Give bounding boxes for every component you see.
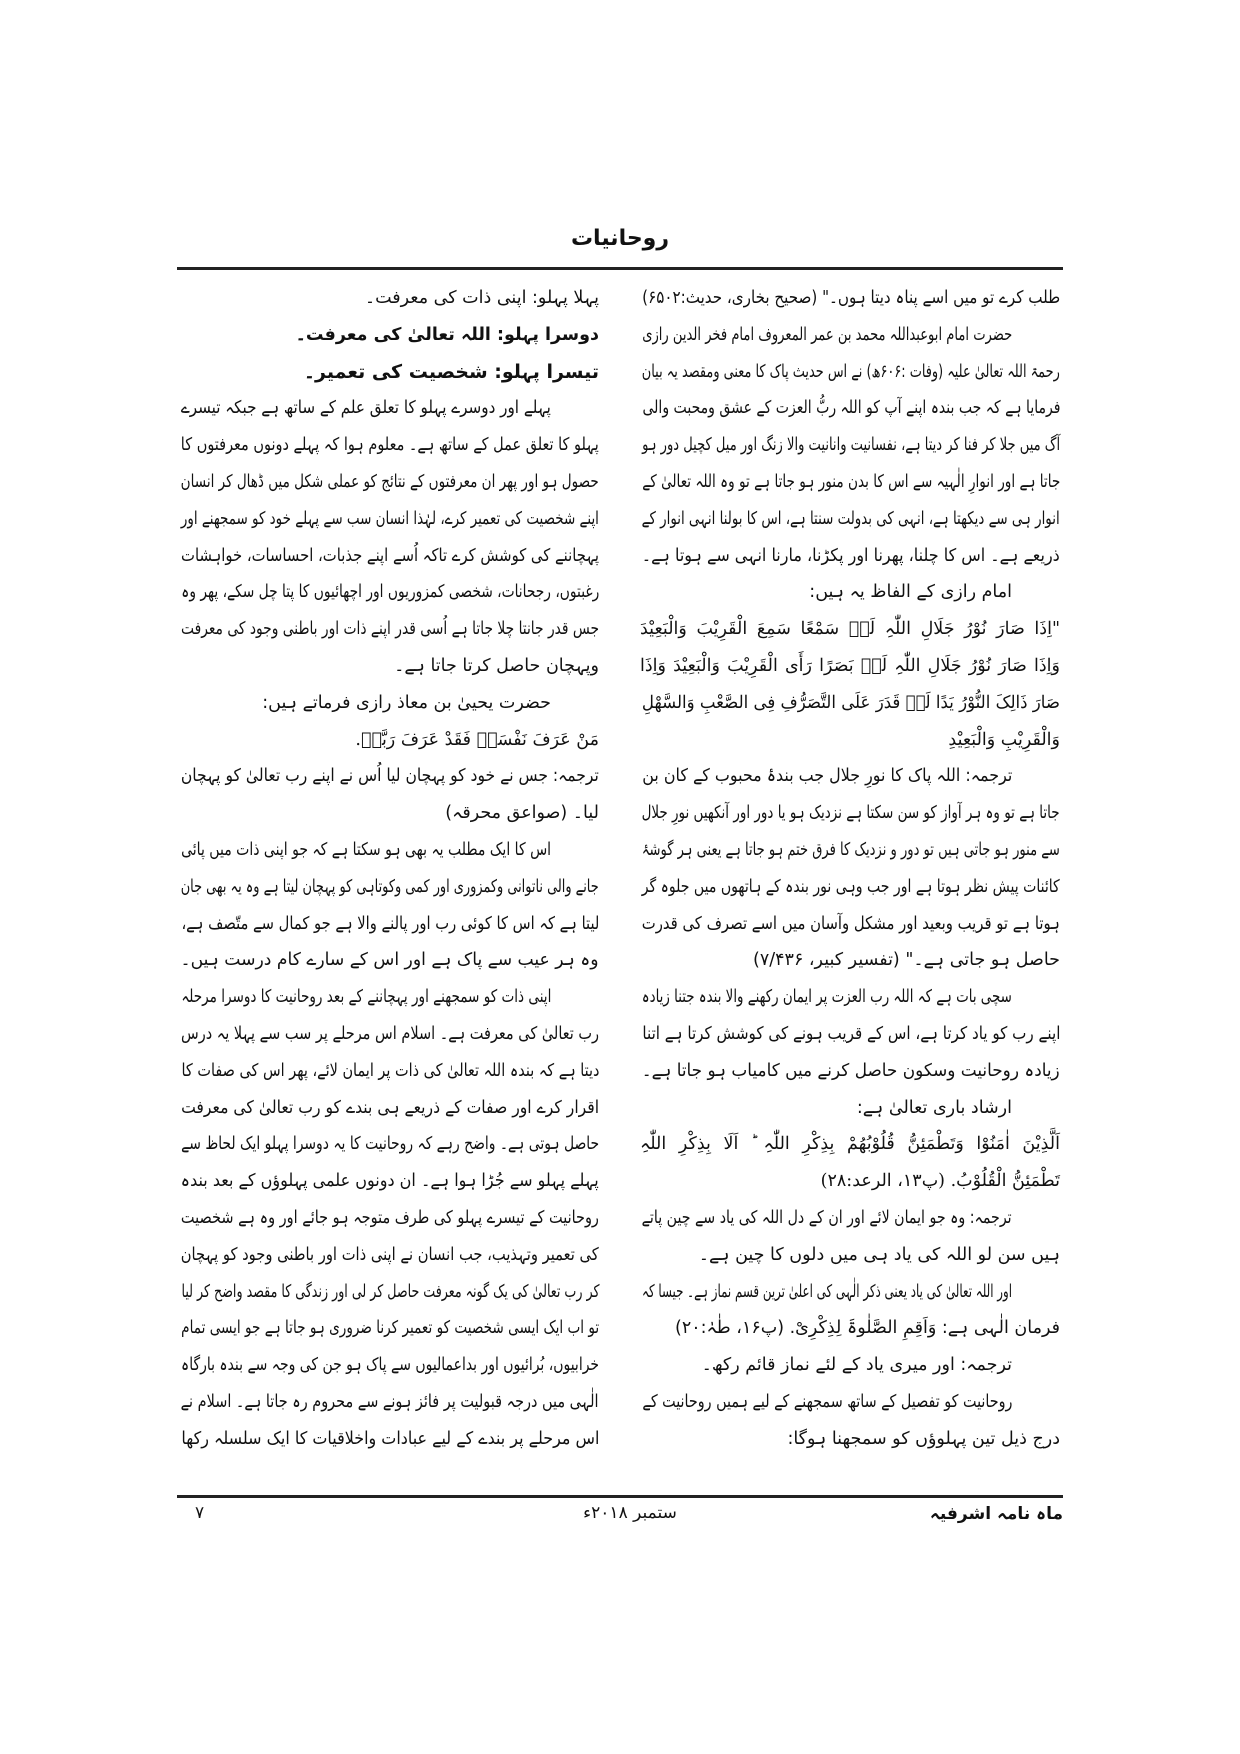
text-line: [179, 1237, 599, 1274]
text-line: [640, 574, 1060, 611]
text-line: [640, 1237, 1060, 1274]
text-line: [179, 354, 599, 391]
text-line: [179, 648, 599, 685]
text-line-content: ترجمہ: اور میری یاد کے لئے نماز قائم رکھ۔: [701, 1355, 1012, 1376]
text-line-content: کر رب تعالیٰ کی یک گونہ معرفت حاصل کر لی اور زندگی کا مقصد واضح کر لیا: [180, 1281, 599, 1302]
text-line: [640, 464, 1060, 501]
text-line-content: اور اللہ تعالیٰ کی یاد یعنی ذکر الٰہی کی اعلیٰ ترین قسم نماز ہے۔ جیسا کہ: [641, 1281, 1012, 1302]
text-line: [640, 1090, 1060, 1127]
text-line: [640, 648, 1060, 685]
left-column: [179, 280, 599, 1458]
text-line-content: "اِذَا صَارَ نُوْرُ جَلَالِ اللّٰہِ لَہٗ سَمْعًا سَمِعَ الْقَرِیْبَ وَالْبَعِیْدَ: [640, 619, 1060, 640]
text-line: [179, 427, 599, 464]
text-line: [179, 501, 599, 538]
text-line-content: تیسرا پہلو: شخصیت کی تعمیر۔: [303, 360, 599, 383]
text-line-content: امام رازی کے الفاظ یہ ہیں:: [809, 582, 1012, 603]
text-line: [179, 1053, 599, 1090]
text-line: [179, 611, 599, 648]
text-line: [640, 501, 1060, 538]
text-line: [179, 1310, 599, 1347]
text-line: [640, 906, 1060, 943]
magazine-name: ماہ نامہ اشرفیہ: [929, 1504, 1063, 1524]
text-line-content: وپہچان حاصل کرتا جاتا ہے۔: [394, 655, 599, 676]
section-title: روحانیات: [570, 226, 670, 251]
text-line-content: اَلَّذِیْنَ اٰمَنُوْا وَتَطْمَئِنُّ قُلُوْبُھُمْ بِذِکْرِ اللّٰہِ ؕ اَلَا بِذِکْرِ اللّٰہِ: [640, 1134, 1060, 1155]
text-line-content: پہچاننے کی کوشش کرے تاکہ اُسے اپنے جذبات، احساسات، خواہشات: [180, 545, 599, 566]
text-line-content: ہوتا ہے تو قریب وبعید اور مشکل وآسان میں اسے تصرف کی قدرت: [642, 913, 1060, 934]
text-line: [640, 390, 1060, 427]
text-line: [179, 685, 599, 722]
text-line: [179, 722, 599, 759]
text-line-content: ترجمہ: جس نے خود کو پہچان لیا اُس نے اپنے رب تعالیٰ کو پہچان: [180, 766, 599, 787]
text-line: [640, 795, 1060, 832]
text-line-content: ترجمہ: اللہ پاک کا نورِ جلال جب بندۂ محبوب کے کان بن: [641, 766, 1012, 787]
text-line: [640, 942, 1060, 979]
text-line-content: حصول ہو اور پھر ان معرفتوں کے نتائج کو عملی شکل میں ڈھال کر انسان: [180, 471, 599, 492]
text-line-content: حضرت امام ابوعبداللہ محمد بن عمر المعروف امام فخر الدین رازی: [641, 324, 1012, 345]
text-line-content: رحمۃ اللہ تعالیٰ علیہ (وفات :۶۰۶ھ) نے اس حدیث پاک کا معنی ومقصد یہ بیان: [641, 361, 1060, 382]
text-line-content: جانے والی ناتوانی وکمزوری اور کمی وکوتاہی کو پہچان لیتا ہے وہ یہ بھی جان: [181, 876, 599, 897]
text-line: [179, 538, 599, 575]
text-line: [179, 1163, 599, 1200]
text-line-content: تو اب ایک ایسی شخصیت کو تعمیر کرنا ضروری ہو جاتا ہے جو ایسی تمام: [180, 1318, 599, 1339]
text-line: [179, 574, 599, 611]
text-line-content: جاتا ہے تو وہ ہر آواز کو سن سکتا ہے نزدیک ہو یا دور اور آنکھیں نورِ جلال: [641, 803, 1060, 824]
text-line-content: وَالْقَرِیْبِ وَالْبَعِیْدِ: [948, 729, 1060, 750]
text-line: [179, 1347, 599, 1384]
text-line-content: پہلے پہلو سے جُڑا ہوا ہے۔ ان دونوں علمی پہلوؤں کے بعد بندہ: [181, 1171, 599, 1192]
text-line: [640, 1310, 1060, 1347]
text-line-content: تَطْمَئِنُّ الْقُلُوْبُ. (پ۱۳، الرعد:۲۸): [820, 1171, 1060, 1192]
text-line: [640, 354, 1060, 391]
text-line-content: اپنے رب کو یاد کرتا ہے، اس کے قریب ہونے کی کوشش کرتا ہے اتنا: [641, 1023, 1060, 1044]
text-line-content: فرمایا ہے کہ جب بندہ اپنے آپ کو اللہ ربُّ العزت کے عشق ومحبت والی: [641, 398, 1060, 419]
text-line: [640, 832, 1060, 869]
text-line: [179, 1384, 599, 1421]
text-line-content: صَارَ ذَالِکَ النُّوْرُ یَدًا لَہٗ قَدَرَ عَلَی التَّصَرُّفِ فِی الصَّعْبِ وَالسَّھْلِ: [641, 692, 1060, 713]
page-number: ۷: [195, 1503, 205, 1523]
text-line: [640, 1384, 1060, 1421]
text-line: [640, 317, 1060, 354]
text-line-content: فرمان الٰہی ہے: وَاَقِمِ الصَّلٰوۃَ لِذِکْرِیْ. (پ۱۶، طٰہٰ:۲۰): [675, 1318, 1060, 1339]
text-line-content: روحانیت کو تفصیل کے ساتھ سمجھنے کے لیے ہمیں روحانیت کے: [642, 1391, 1012, 1412]
text-line: [179, 979, 599, 1016]
text-line-content: ہیں سن لو اللہ کی یاد ہی میں دلوں کا چین ہے۔: [698, 1244, 1060, 1265]
text-line: [179, 280, 599, 317]
text-line-content: حاصل ہوتی ہے۔ واضح رہے کہ روحانیت کا یہ دوسرا پہلو ایک لحاظ سے: [180, 1134, 599, 1155]
text-line: [640, 611, 1060, 648]
right-column: [640, 280, 1060, 1458]
text-line-content: جاتا ہے اور انوارِ الٰہیہ سے اس کا بدن منور ہو جاتا ہے تو وہ اللہ تعالیٰ کے: [641, 471, 1060, 492]
text-line: [640, 979, 1060, 1016]
text-line-content: طلب کرے تو میں اسے پناہ دیتا ہوں۔" (صحیح بخاری، حدیث:۶۵۰۲): [642, 288, 1060, 308]
text-line: [179, 906, 599, 943]
text-line-content: درج ذیل تین پہلوؤں کو سمجھنا ہوگا:: [787, 1428, 1060, 1449]
text-line-content: خرابیوں، بُرائیوں اور بداعمالیوں سے پاک ہو جن کی وجہ سے بندہ بارگاہ: [180, 1355, 599, 1376]
text-line: [179, 317, 599, 354]
text-line-content: سچی بات ہے کہ اللہ رب العزت پر ایمان رکھنے والا بندہ جتنا زیادہ: [641, 987, 1012, 1008]
text-line: [179, 1274, 599, 1311]
text-line-content: وَاِذَا صَارَ نُوْرُ جَلَالِ اللّٰہِ لَہٗ بَصَرًا رَأَی الْقَرِیْبَ وَالْبَعِیْدَ وَاِذَا: [640, 655, 1060, 676]
text-line: [640, 427, 1060, 464]
text-line: [640, 869, 1060, 906]
text-line: [179, 942, 599, 979]
text-line-content: اپنی ذات کو سمجھنے اور پہچاننے کے بعد روحانیت کا دوسرا مرحلہ: [180, 987, 551, 1008]
text-line: [179, 1200, 599, 1237]
text-line: [179, 832, 599, 869]
text-line-content: لیا۔ (صواعق محرقہ): [445, 803, 599, 824]
text-line: [640, 1016, 1060, 1053]
text-line-content: کی تعمیر وتہذیب، جب انسان نے اپنی ذات اور باطنی وجود کو پہچان: [181, 1244, 599, 1265]
header-rule: [177, 267, 1063, 270]
text-line: [640, 1274, 1060, 1311]
text-line-content: رب تعالیٰ کی معرفت ہے۔ اسلام اس مرحلے پر سب سے پہلا یہ درس: [180, 1023, 599, 1044]
text-line-content: ذریعے ہے۔ اس کا چلنا، پھرنا اور پکڑنا، مارنا انہی سے ہوتا ہے۔: [641, 545, 1060, 566]
text-line-content: پہلے اور دوسرے پہلو کا تعلق علم کے ساتھ ہے جبکہ تیسرے: [180, 398, 551, 419]
text-line-content: اقرار کرے اور صفات کے ذریعے ہی بندے کو رب تعالیٰ کی معرفت: [180, 1097, 599, 1118]
text-line-content: الٰہی میں درجہ قبولیت پر فائز ہونے سے محروم رہ جاتا ہے۔ اسلام نے: [181, 1391, 599, 1412]
text-line: [640, 1421, 1060, 1458]
text-line: [640, 722, 1060, 759]
text-line: [179, 1090, 599, 1127]
text-line-content: دوسرا پہلو: اللہ تعالیٰ کی معرفت۔: [295, 324, 599, 345]
text-line-content: اپنے شخصیت کی تعمیر کرے، لہٰذا انسان سب سے پہلے خود کو سمجھنے اور: [180, 508, 599, 529]
text-line: [640, 1126, 1060, 1163]
text-line-content: پہلو کا تعلق عمل کے ساتھ ہے۔ معلوم ہوا کہ پہلے دونوں معرفتوں کا: [180, 435, 599, 456]
text-line: [640, 1200, 1060, 1237]
text-line: [640, 280, 1060, 317]
text-line-content: اس کا ایک مطلب یہ بھی ہو سکتا ہے کہ جو اپنی ذات میں پائی: [181, 839, 551, 860]
text-line: [640, 758, 1060, 795]
text-line-content: اس مرحلے پر بندے کے لیے عبادات واخلاقیات کا ایک سلسلہ رکھا: [180, 1428, 599, 1449]
text-line-content: جس قدر جانتا چلا جاتا ہے اُسی قدر اپنے ذات اور باطنی وجود کی معرفت: [180, 619, 599, 640]
text-line: [640, 538, 1060, 575]
text-line-content: زیادہ روحانیت وسکون حاصل کرنے میں کامیاب ہو جاتا ہے۔: [641, 1060, 1060, 1081]
text-line: [179, 869, 599, 906]
text-line-content: سے منور ہو جاتی ہیں تو دور و نزدیک کا فرق ختم ہو جاتا ہے یعنی ہر گوشۂ: [642, 839, 1060, 860]
text-line: [640, 1347, 1060, 1384]
text-line: [179, 1016, 599, 1053]
text-line-content: لیتا ہے کہ اس کا کوئی رب اور پالنے والا ہے جو کمال سے متّصف ہے،: [181, 913, 599, 934]
issue-date: ستمبر ۲۰۱۸ء: [583, 1503, 677, 1523]
text-line-content: انوار ہی سے دیکھتا ہے، انہی کی بدولت سنتا ہے، اس کا بولنا انہی انوار کے: [642, 508, 1060, 529]
text-line-content: وہ ہر عیب سے پاک ہے اور اس کے سارے کام درست ہیں۔: [180, 950, 599, 971]
text-line-content: دیتا ہے کہ بندہ اللہ تعالیٰ کی ذات پر ایمان لائے، پھر اس کی صفات کا: [180, 1060, 599, 1081]
text-line: [640, 1053, 1060, 1090]
text-line-content: ارشاد باری تعالیٰ ہے:: [856, 1097, 1012, 1118]
text-line-content: مَنْ عَرَفَ نَفْسَہٗ فَقَدْ عَرَفَ رَبَّہٗ.: [355, 729, 599, 750]
text-line-content: حضرت یحییٰ بن معاذ رازی فرماتے ہیں:: [262, 692, 551, 713]
text-line: [179, 1421, 599, 1458]
text-line-content: روحانیت کے تیسرے پہلو کی طرف متوجہ ہو جائے اور وہ ہے شخصیت: [181, 1207, 599, 1228]
text-line-content: آگ میں جلا کر فنا کر دیتا ہے، نفسانیت وانانیت والا زنگ اور میل کچیل دور ہو: [641, 435, 1060, 456]
text-line-content: پہلا پہلو: اپنی ذات کی معرفت۔: [364, 288, 599, 308]
text-line: [179, 390, 599, 427]
text-line: [179, 795, 599, 832]
footer-rule: [177, 1495, 1063, 1498]
text-line: [179, 1126, 599, 1163]
text-line: [640, 685, 1060, 722]
text-line-content: رغبتوں، رجحانات، شخصی کمزوریوں اور اچھائیوں کا پتا چل سکے، پھر وہ: [181, 582, 599, 603]
text-line: [179, 464, 599, 501]
text-line: [640, 1163, 1060, 1200]
text-line-content: ترجمہ: وہ جو ایمان لائے اور ان کے دل اللہ کی یاد سے چین پاتے: [642, 1207, 1012, 1228]
text-line-content: کائنات پیش نظر ہوتا ہے اور جب وہی نور بندہ کے ہاتھوں میں جلوہ گر: [642, 876, 1060, 897]
text-line-content: حاصل ہو جاتی ہے۔" (تفسیر کبیر، ۷/۴۳۶): [753, 950, 1060, 971]
text-line: [179, 758, 599, 795]
